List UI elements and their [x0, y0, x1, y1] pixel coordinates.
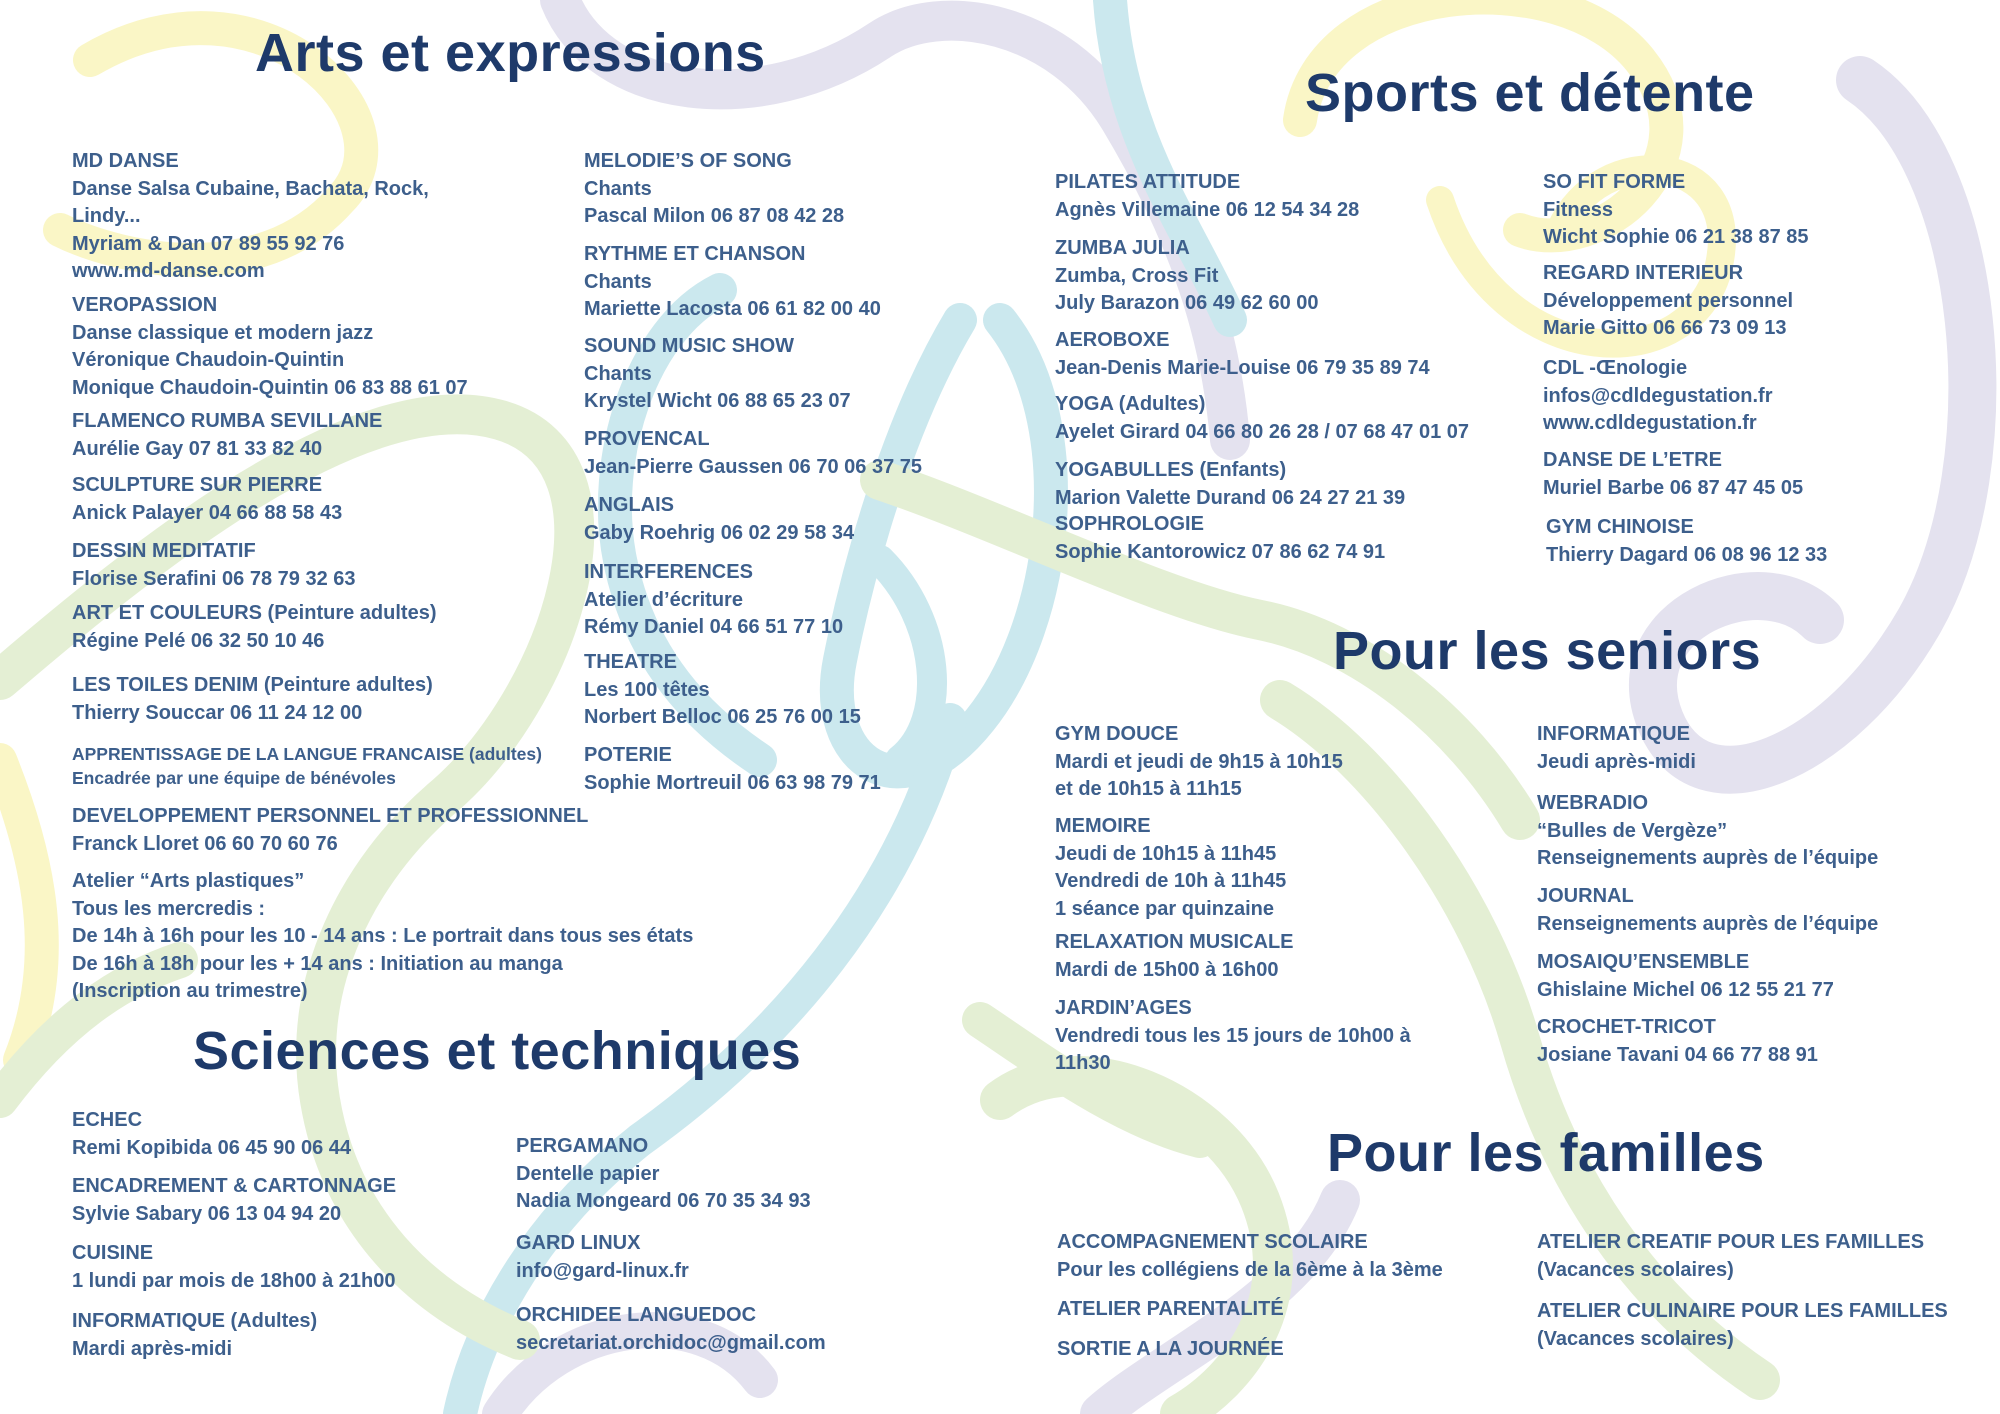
list-item: GYM DOUCE Mardi et jeudi de 9h15 à 10h15 et de 10h15 à 11h15	[1055, 723, 1343, 800]
list-item: ACCOMPAGNEMENT SCOLAIRE Pour les collégiens de la 6ème à la 3ème	[1057, 1231, 1443, 1281]
arts-column-right	[584, 148, 922, 797]
list-item: DEVELOPPEMENT PERSONNEL ET PROFESSIONNEL Franck Lloret 06 60 70 60 76	[72, 805, 589, 855]
familles-column-left	[1057, 1229, 1443, 1364]
list-item: YOGABULLES (Enfants) Marion Valette Durand 06 24 27 21 39	[1055, 459, 1406, 509]
list-item: Atelier “Arts plastiques” Tous les mercredis : De 14h à 16h pour les 10 - 14 ans : Le portrait dans tous ses états De 16h à 18h pour les + 14 ans : Initiation au manga (Inscription au trimestre)	[72, 870, 694, 1002]
list-item: RYTHME ET CHANSON Chants Mariette Lacosta 06 61 82 00 40	[584, 243, 881, 320]
list-item: SOPHROLOGIE Sophie Kantorowicz 07 86 62 74 91	[1055, 513, 1386, 563]
list-item: ATELIER CULINAIRE POUR LES FAMILLES (Vacances scolaires)	[1537, 1300, 1948, 1350]
list-item: WEBRADIO “Bulles de Vergèze” Renseignements auprès de l’équipe	[1537, 792, 1879, 869]
section-title-sports: Sports et détente	[1305, 63, 1755, 123]
list-item: REGARD INTERIEUR Développement personnel Marie Gitto 06 66 73 09 13	[1543, 262, 1794, 339]
list-item: PROVENCAL Jean-Pierre Gaussen 06 70 06 37 75	[584, 428, 923, 478]
seniors-column-right	[1537, 721, 1878, 1069]
section-title-familles: Pour les familles	[1327, 1123, 1765, 1183]
list-item: DESSIN MEDITATIF Florise Serafini 06 78 79 32 63	[72, 540, 356, 590]
list-item: CDL -Œnologie infos@cdldegustation.fr www.cdldegustation.fr	[1543, 357, 1773, 434]
list-item: FLAMENCO RUMBA SEVILLANE Aurélie Gay 07 81 33 82 40	[72, 410, 383, 460]
list-item: YOGA (Adultes) Ayelet Girard 04 66 80 26 28 / 07 68 47 01 07	[1055, 393, 1470, 443]
seniors-column-left	[1055, 721, 1411, 1078]
entry-name: MD DANSE	[72, 150, 179, 172]
list-item: ENCADREMENT & CARTONNAGE Sylvie Sabary 06 13 04 94 20	[72, 1175, 397, 1225]
swirl-yellow-left	[0, 760, 42, 1060]
list-item: GARD LINUX info@gard-linux.fr	[516, 1232, 689, 1282]
list-item: PILATES ATTITUDE Agnès Villemaine 06 12 54 34 28	[1055, 171, 1360, 221]
list-item: SOUND MUSIC SHOW Chants Krystel Wicht 06 88 65 23 07	[584, 335, 851, 412]
sports-column-right	[1543, 169, 1827, 569]
sports-column-left	[1055, 169, 1469, 566]
list-item: ART ET COULEURS (Peinture adultes) Régine Pelé 06 32 50 10 46	[72, 602, 437, 652]
list-item: POTERIE Sophie Mortreuil 06 63 98 79 71	[584, 744, 881, 794]
list-item: AEROBOXE Jean-Denis Marie-Louise 06 79 35 89 74	[1055, 329, 1430, 379]
list-item: CROCHET-TRICOT Josiane Tavani 04 66 77 88 91	[1537, 1016, 1818, 1066]
list-item: CUISINE 1 lundi par mois de 18h00 à 21h00	[72, 1242, 396, 1292]
list-item: DANSE DE L’ETRE Muriel Barbe 06 87 47 45 05	[1543, 449, 1804, 499]
list-item: INTERFERENCES Atelier d’écriture Rémy Daniel 04 66 51 77 10	[584, 561, 844, 638]
list-item: PERGAMANO Dentelle papier Nadia Mongeard 06 70 35 34 93	[516, 1135, 811, 1212]
list-item: SCULPTURE SUR PIERRE Anick Palayer 04 66 88 58 43	[72, 474, 343, 524]
list-item: ORCHIDEE LANGUEDOC secretariat.orchidoc@gmail.com	[516, 1304, 826, 1354]
sciences-column-right	[516, 1133, 826, 1357]
list-item: INFORMATIQUE Jeudi après-midi	[1537, 723, 1696, 773]
section-title-arts: Arts et expressions	[255, 23, 766, 83]
list-item: SORTIE A LA JOURNÉE	[1057, 1338, 1284, 1360]
list-item: ZUMBA JULIA Zumba, Cross Fit July Barazon 06 49 62 60 00	[1055, 237, 1319, 314]
list-item: VEROPASSION Danse classique et modern jazz Véronique Chaudoin-Quintin Monique Chaudoin-Quintin 06 83 88 61 07	[72, 294, 468, 399]
list-item: MOSAIQU’ENSEMBLE Ghislaine Michel 06 12 55 21 77	[1537, 951, 1834, 1001]
section-title-sciences: Sciences et techniques	[193, 1021, 802, 1081]
list-item: RELAXATION MUSICALE Mardi de 15h00 à 16h00	[1055, 931, 1294, 981]
list-item: MEMOIRE Jeudi de 10h15 à 11h45 Vendredi de 10h à 11h45 1 séance par quinzaine	[1055, 815, 1287, 920]
list-item: GYM CHINOISE Thierry Dagard 06 08 96 12 33	[1546, 516, 1828, 566]
list-item: INFORMATIQUE (Adultes) Mardi après-midi	[72, 1310, 318, 1360]
list-item: MD DANSE Danse Salsa Cubaine, Bachata, Rock, Lindy... Myriam & Dan 07 89 55 92 76 www.md-danse.com	[72, 148, 693, 292]
sciences-column-left	[72, 1107, 396, 1363]
list-item: ANGLAIS Gaby Roehrig 06 02 29 58 34	[584, 494, 855, 544]
list-item: JARDIN’AGES Vendredi tous les 15 jours de 10h00 à 11h30	[1055, 997, 1411, 1074]
list-item: THEATRE Les 100 têtes Norbert Belloc 06 25 76 00 15	[584, 651, 861, 728]
list-item: ECHEC Remi Kopibida 06 45 90 06 44	[72, 1109, 352, 1159]
list-item: MELODIE’S OF SONG Chants Pascal Milon 06 87 08 42 28	[584, 150, 845, 227]
section-title-seniors: Pour les seniors	[1333, 621, 1762, 681]
list-item: ATELIER CREATIF POUR LES FAMILLES (Vacances scolaires)	[1537, 1231, 1925, 1281]
list-item: APPRENTISSAGE DE LA LANGUE FRANCAISE (adultes) Encadrée par une équipe de bénévoles	[72, 744, 542, 788]
list-item: SO FIT FORME Fitness Wicht Sophie 06 21 38 87 85	[1543, 171, 1809, 248]
list-item: ATELIER PARENTALITÉ	[1057, 1298, 1284, 1320]
list-item: JOURNAL Renseignements auprès de l’équipe	[1537, 885, 1879, 935]
familles-column-right	[1537, 1229, 1948, 1353]
list-item: LES TOILES DENIM (Peinture adultes) Thierry Souccar 06 11 24 12 00	[72, 674, 433, 724]
